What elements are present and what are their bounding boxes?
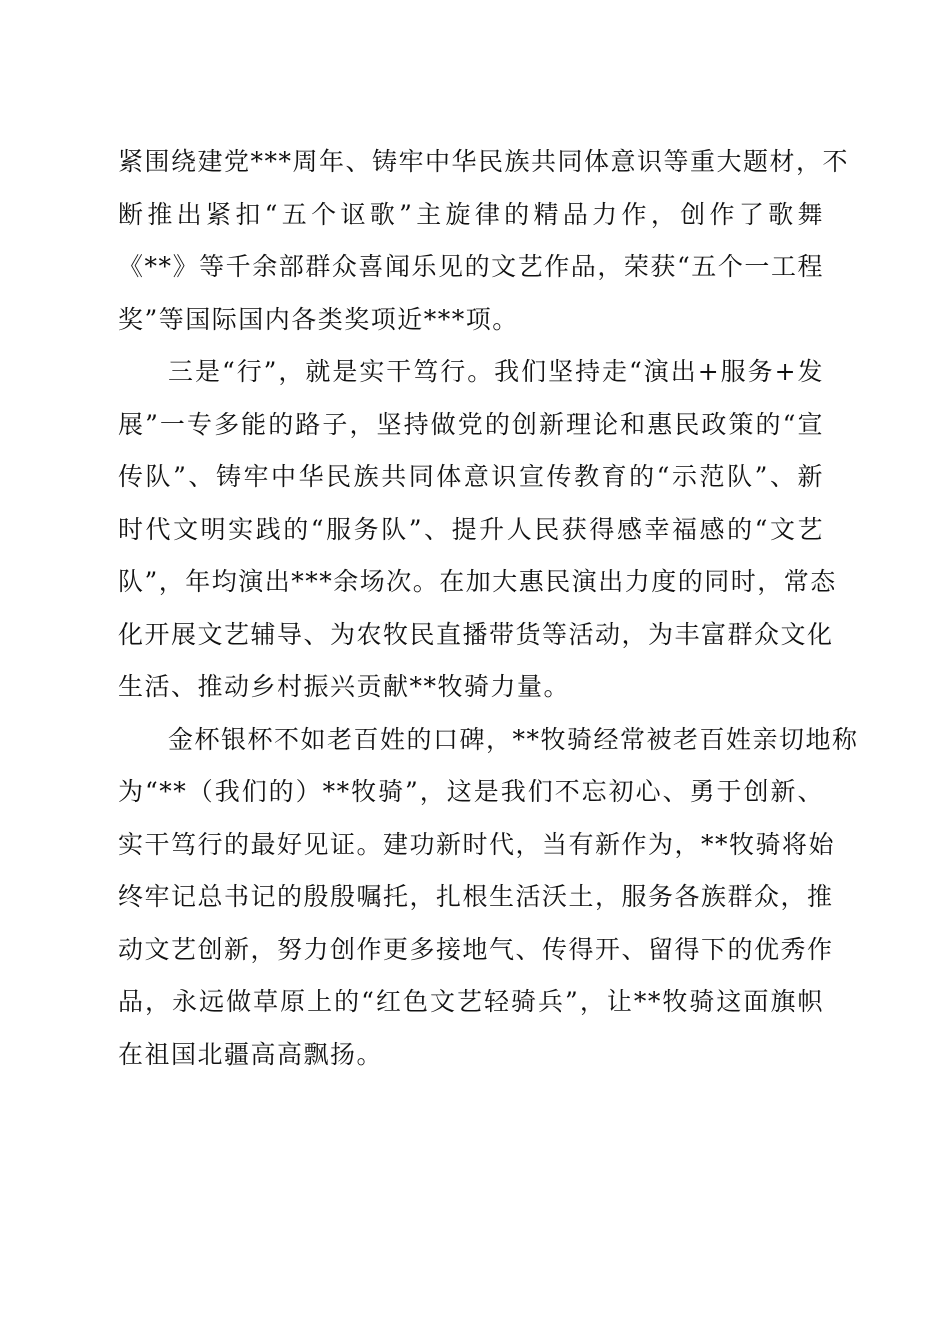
text-line: 紧围绕建党***周年、铸牢中华民族共同体意识等重大题材，不 bbox=[118, 147, 850, 176]
text-line: 传队”、铸牢中华民族共同体意识宣传教育的“示范队”、新 bbox=[118, 462, 824, 491]
text-line: 断推出紧扣“五个讴歌”主旋律的精品力作，创作了歌舞 bbox=[118, 199, 824, 229]
paragraph-start-line: 金杯银杯不如老百姓的口碑，**牧骑经常被老百姓亲切地称 bbox=[168, 724, 859, 754]
text-line: 队”，年均演出***余场次。在加大惠民演出力度的同时，常态 bbox=[118, 567, 837, 596]
text-line: 《**》等千余部群众喜闻乐见的文艺作品，荣获“五个一工程 bbox=[118, 252, 824, 281]
body-text bbox=[118, 136, 859, 1081]
text-line: 奖”等国际国内各类奖项近***项。 bbox=[118, 304, 519, 334]
paragraph-start-line: 三是“行”，就是实干笃行。我们坚持走“演出+服务+发 bbox=[168, 357, 824, 386]
text-line: 品，永远做草原上的“红色文艺轻骑兵”，让**牧骑这面旗帜 bbox=[118, 987, 824, 1016]
text-line: 时代文明实践的“服务队”、提升人民获得感幸福感的“文艺 bbox=[118, 514, 824, 544]
text-line: 终牢记总书记的殷殷嘱托，扎根生活沃土，服务各族群众，推 bbox=[118, 882, 834, 911]
text-line: 展”一专多能的路子，坚持做党的创新理论和惠民政策的“宣 bbox=[118, 409, 824, 439]
text-line: 实干笃行的最好见证。建功新时代，当有新作为，**牧骑将始 bbox=[118, 829, 836, 859]
text-line: 为“**（我们的）**牧骑”，这是我们不忘初心、勇于创新、 bbox=[118, 777, 824, 806]
text-line: 化开展文艺辅导、为农牧民直播带货等活动，为丰富群众文化 bbox=[118, 619, 834, 649]
text-line: 在祖国北疆高高飘扬。 bbox=[118, 1039, 384, 1069]
text-line: 生活、推动乡村振兴贡献**牧骑力量。 bbox=[118, 672, 571, 701]
text-line: 动文艺创新，努力创作更多接地气、传得开、留得下的优秀作 bbox=[118, 934, 834, 964]
